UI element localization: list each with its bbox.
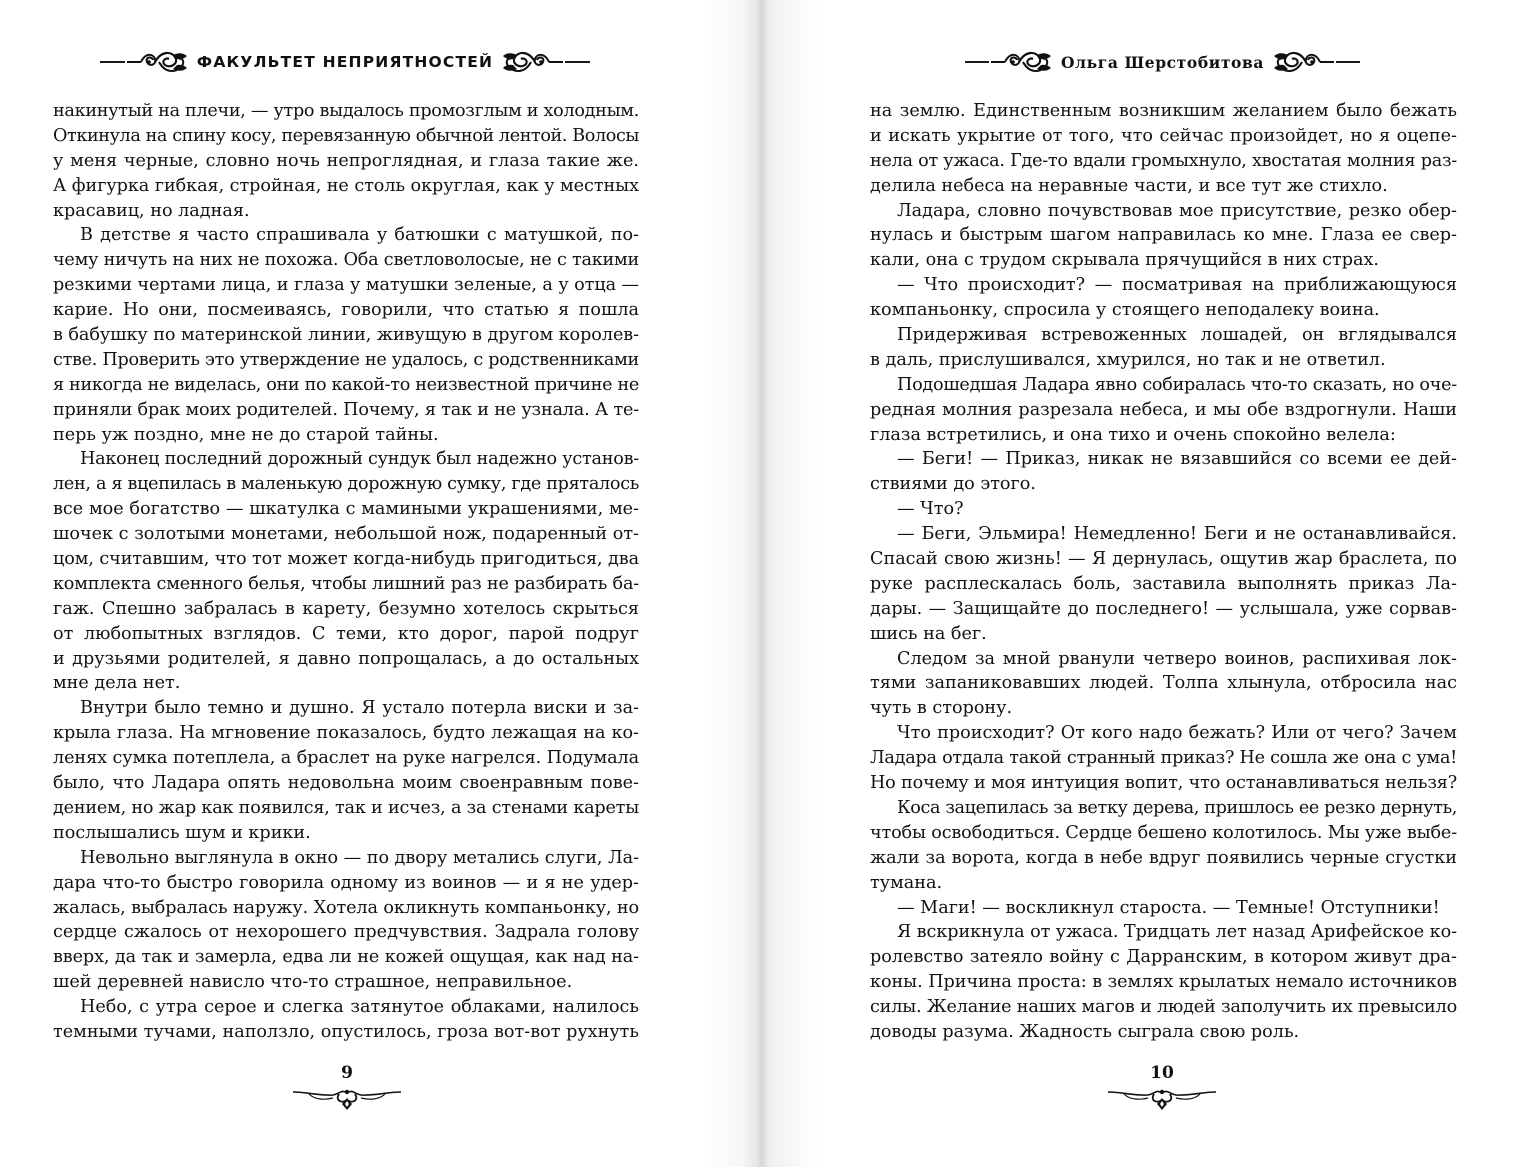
folio-ornament-icon bbox=[1104, 1086, 1220, 1112]
left-page bbox=[0, 0, 760, 1167]
text-line: тумана. bbox=[870, 872, 943, 893]
text-line: — Что? bbox=[897, 499, 964, 520]
text-line: и искать укрытие от того, что сейчас произойдет, но я оцепе- bbox=[870, 125, 1457, 146]
text-line: А фигурка гибкая, стройная, не столь округлая, как у местных bbox=[53, 175, 639, 196]
text-line: чему ничуть на них не похожа. Оба светловолосые, не с такими bbox=[53, 250, 639, 271]
text-line: в бабушку по материнской линии, живущую в другом королев- bbox=[53, 325, 640, 346]
text-line: ролевство затеяло войну с Дарранским, в котором живут дра- bbox=[870, 947, 1457, 968]
text-line: шочек с золотыми монетами, небольшой нож, подаренный от- bbox=[53, 524, 639, 545]
page-number: 10 bbox=[1150, 1063, 1174, 1083]
text-line: тями запаниковавших людей. Толпа хлынула, отбросила нас bbox=[870, 673, 1457, 694]
header-rule bbox=[565, 61, 590, 63]
text-line: цом, считавшим, что тот может когда-нибудь пригодиться, два bbox=[53, 549, 639, 570]
text-line: темными тучами, наползло, опустилось, гроза вот-вот рухнуть bbox=[53, 1021, 639, 1042]
text-line: в даль, прислушивался, хмурился, но так и не ответил. bbox=[870, 349, 1386, 370]
text-line: Подошедшая Ладара явно собиралась что-то сказать, но оче- bbox=[897, 374, 1457, 395]
text-line: вверх, да так и замерла, едва ли не кожей ощущая, как над на- bbox=[53, 947, 639, 968]
text-line: Ладара, словно почувствовав мое присутствие, резко обер- bbox=[897, 200, 1457, 221]
header-rule bbox=[100, 61, 125, 63]
text-line: Ладара отдала такой странный приказ? Не сошла же она с ума! bbox=[870, 748, 1457, 769]
text-line: Я вскрикнула от ужаса. Тридцать лет назад Арифейское ко- bbox=[897, 922, 1457, 943]
text-line: — Беги, Эльмира! Немедленно! Беги и не останавливайся. bbox=[897, 524, 1457, 545]
text-line: Внутри было темно и душно. Я устало потерла виски и за- bbox=[80, 698, 639, 719]
text-line: компаньонку, спросила у стоящего неподалеку воина. bbox=[870, 300, 1380, 321]
running-head-title: ФАКУЛЬТЕТ НЕПРИЯТНОСТЕЙ bbox=[196, 53, 494, 71]
text-line: дением, но жар как появился, так и исчез, а за стенами кареты bbox=[53, 797, 640, 818]
text-line: жалась, выбралась наружу. Хотела окликнуть компаньонку, но bbox=[53, 897, 640, 918]
text-line: глаза встретились, и она тихо и очень спокойно велела: bbox=[870, 424, 1396, 445]
text-line: — Маги! — воскликнул староста. — Темные! Отступники! bbox=[897, 897, 1440, 918]
text-line: все мое богатство — шкатулка с мамиными украшениями, ме- bbox=[53, 499, 639, 520]
text-line: было, что Ладара опять недовольна моим своенравным пове- bbox=[53, 773, 639, 794]
running-head-author: Ольга Шерстобитова bbox=[1061, 52, 1265, 72]
text-line: карие. Но они, посмеиваясь, говорили, что статью я пошла bbox=[53, 300, 639, 321]
text-line: В детстве я часто спрашивала у батюшки с матушкой, по- bbox=[80, 225, 639, 246]
text-line: — Что происходит? — посматривая на приближающуюся bbox=[897, 275, 1457, 296]
text-line: шей деревней нависло что-то страшное, неправильное. bbox=[53, 972, 573, 993]
text-line: накинутый на плечи, — утро выдалось промозглым и холодным. bbox=[53, 101, 639, 121]
running-head bbox=[100, 44, 590, 80]
text-line: гаж. Спешно забралась в карету, безумно хотелось скрыться bbox=[53, 598, 639, 619]
folio bbox=[1097, 1062, 1227, 1112]
text-line: мне дела нет. bbox=[53, 673, 181, 694]
right-page bbox=[760, 0, 1527, 1167]
text-line: кали, она с трудом скрывала прячущийся в них страх. bbox=[870, 250, 1379, 271]
text-line: на землю. Единственным возникшим желанием было бежать bbox=[870, 101, 1457, 121]
text-line: чтобы освободиться. Сердце бешено колотилось. Мы уже выбе- bbox=[870, 822, 1457, 843]
text-line: силы. Желание наших магов и людей заполучить их превысило bbox=[870, 997, 1457, 1018]
text-line: приняли брак моих родителей. Почему, я так и не узнала. А те- bbox=[53, 399, 639, 420]
text-line: шись на бег. bbox=[870, 623, 987, 644]
text-line: я никогда не виделась, они по какой-то неизвестной причине не bbox=[53, 374, 639, 395]
text-line: чуть в сторону. bbox=[870, 698, 1013, 719]
text-line: Откинула на спину косу, перевязанную обычной лентой. Волосы bbox=[53, 125, 639, 146]
text-line: Что происходит? От кого надо бежать? Или от чего? Зачем bbox=[897, 723, 1457, 744]
text-line: Невольно выглянула в окно — по двору метались слуги, Ла- bbox=[80, 847, 639, 868]
text-line: нулась и быстрым шагом направилась ко мне. Глаза ее свер- bbox=[870, 225, 1457, 246]
text-line: Но почему и моя интуиция вопит, что останавливаться нельзя? bbox=[870, 773, 1457, 794]
text-line: Небо, с утра серое и слегка затянутое облаками, налилось bbox=[80, 997, 639, 1018]
text-line: нела от ужаса. Где-то вдали громыхнуло, хвостатая молния раз- bbox=[870, 150, 1457, 171]
text-line: Коса зацепилась за ветку дерева, пришлось ее резко дернуть, bbox=[897, 797, 1458, 818]
text-line: крыла глаза. На мгновение показалось, будто лежащая на ко- bbox=[53, 723, 639, 744]
text-line: руке расплескалась боль, заставила выполнять приказ Ла- bbox=[870, 573, 1457, 594]
text-line: перь уж поздно, мне не до старой тайны. bbox=[53, 424, 439, 445]
text-line: у меня черные, словно ночь непроглядная, и глаза такие же. bbox=[53, 150, 639, 171]
text-line: и друзьями родителей, я давно попрощалась, а до остальных bbox=[53, 648, 639, 669]
header-ornament-left-icon bbox=[125, 47, 189, 77]
text-line: Наконец последний дорожный сундук был надежно установ- bbox=[80, 449, 639, 470]
running-head bbox=[965, 44, 1360, 80]
text-line: сердце сжалось от нехорошего предчувствия. Задрала голову bbox=[53, 922, 639, 943]
text-line: Спасай свою жизнь! — Я дернулась, ощутив жар браслета, по bbox=[870, 549, 1457, 570]
body-text bbox=[870, 99, 1457, 1045]
folio bbox=[282, 1062, 412, 1112]
text-line: доводы разума. Жадность сыграла свою роль. bbox=[870, 1021, 1300, 1042]
header-rule bbox=[965, 61, 989, 63]
text-line: лен, а я вцепилась в маленькую дорожную сумку, где пряталось bbox=[53, 474, 640, 495]
text-line: Придерживая встревоженных лошадей, он вглядывался bbox=[897, 325, 1457, 346]
header-ornament-right-icon bbox=[501, 47, 565, 77]
header-ornament-right-icon bbox=[1272, 47, 1336, 77]
text-line: жали за ворота, когда в небе вдруг появились черные сгустки bbox=[870, 847, 1457, 868]
text-line: редная молния разрезала небеса, и мы обе вздрогнули. Наши bbox=[870, 399, 1457, 420]
text-line: Следом за мной рванули четверо воинов, распихивая лок- bbox=[897, 648, 1457, 669]
text-line: — Беги! — Приказ, никак не вязавшийся со всеми ее дей- bbox=[897, 449, 1457, 470]
text-line: красавиц, но ладная. bbox=[53, 200, 250, 221]
text-line: дары. — Защищайте до последнего! — услышала, уже сорвав- bbox=[870, 598, 1457, 619]
text-line: стве. Проверить это утверждение не удалось, с родственниками bbox=[53, 349, 639, 370]
text-line: коны. Причина проста: в землях крылатых немало источников bbox=[870, 972, 1457, 993]
text-line: делила небеса на неравные части, и все тут же стихло. bbox=[870, 175, 1388, 196]
text-line: ствиями до этого. bbox=[870, 474, 1036, 495]
folio-ornament-icon bbox=[289, 1086, 405, 1112]
text-line: дара что-то быстро говорила одному из воинов — и я не удер- bbox=[53, 872, 639, 893]
text-line: ленях сумка потеплела, а браслет на руке нагрелся. Подумала bbox=[53, 748, 639, 769]
text-line: резкими чертами лица, и глаза у матушки зеленые, а у отца — bbox=[53, 275, 640, 296]
text-line: от любопытных взглядов. С теми, кто дорог, парой подруг bbox=[53, 623, 639, 644]
text-line: послышались шум и крики. bbox=[53, 822, 311, 843]
text-line: комплекта сменного белья, чтобы лишний раз не разбирать ба- bbox=[53, 573, 640, 594]
page-number: 9 bbox=[341, 1063, 353, 1083]
body-text bbox=[53, 99, 639, 1045]
header-ornament-left-icon bbox=[989, 47, 1053, 77]
header-rule bbox=[1336, 61, 1360, 63]
